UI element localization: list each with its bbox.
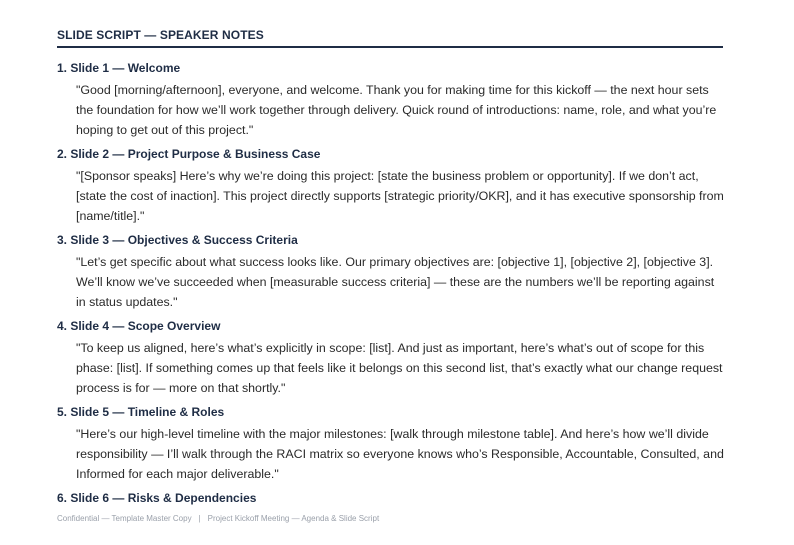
slide-notes-list	[57, 59, 727, 507]
slide-script-text: "[Sponsor speaks] Here’s why we’re doing this project: [state the business problem or opportunity]. If we don’t act, [state the cost of inaction]. This project directly supports [strategic priority/OKR], and it has executive sponsorship from [name/title]."	[76, 169, 724, 223]
footer-confidentiality: Confidential — Template Master Copy	[57, 514, 192, 523]
slide-title: 2. Slide 2 — Project Purpose & Business Case	[57, 147, 321, 161]
section-heading: SLIDE SCRIPT — SPEAKER NOTES	[57, 28, 264, 42]
slide-note-2	[57, 145, 727, 226]
heading-divider	[57, 46, 723, 48]
slide-title: 5. Slide 5 — Timeline & Roles	[57, 405, 225, 419]
slide-title: 3. Slide 3 — Objectives & Success Criteria	[57, 233, 298, 247]
page-footer	[57, 514, 379, 523]
slide-title: 6. Slide 6 — Risks & Dependencies	[57, 491, 257, 505]
slide-title: 4. Slide 4 — Scope Overview	[57, 319, 221, 333]
slide-note-6	[57, 489, 727, 507]
footer-separator: |	[198, 514, 201, 523]
slide-note-4	[57, 317, 727, 398]
slide-script-text: "Let’s get specific about what success looks like. Our primary objectives are: [objective 1], [objective 2], [objective 3]. We’ll know we’ve succeeded when [measurable success criteria] — these are the numbers we’ll be reporting against in status updates."	[76, 255, 715, 309]
slide-script-text: "Here’s our high-level timeline with the major milestones: [walk through milestone table]. And here’s how we’ll divide responsibility — I’ll walk through the RACI matrix so everyone knows who’s Responsible, Accountable, Consulted, and Informed for each major deliverable."	[76, 427, 724, 481]
slide-note-1	[57, 59, 727, 140]
slide-note-5	[57, 403, 727, 484]
slide-note-3	[57, 231, 727, 312]
slide-script-text: "Good [morning/afternoon], everyone, and welcome. Thank you for making time for this kickoff — the next hour sets the foundation for how we’ll work together through delivery. Quick round of introductions: name, role, and what you’re hoping to get out of this project."	[76, 83, 717, 137]
footer-document-title: Project Kickoff Meeting — Agenda & Slide Script	[207, 514, 380, 523]
slide-title: 1. Slide 1 — Welcome	[57, 61, 181, 75]
slide-script-text: "To keep us aligned, here’s what’s explicitly in scope: [list]. And just as important, here’s what’s out of scope for this phase: [list]. If something comes up that feels like it belongs on this second list, that’s exactly what our change request process is for — more on that shortly."	[76, 341, 723, 395]
